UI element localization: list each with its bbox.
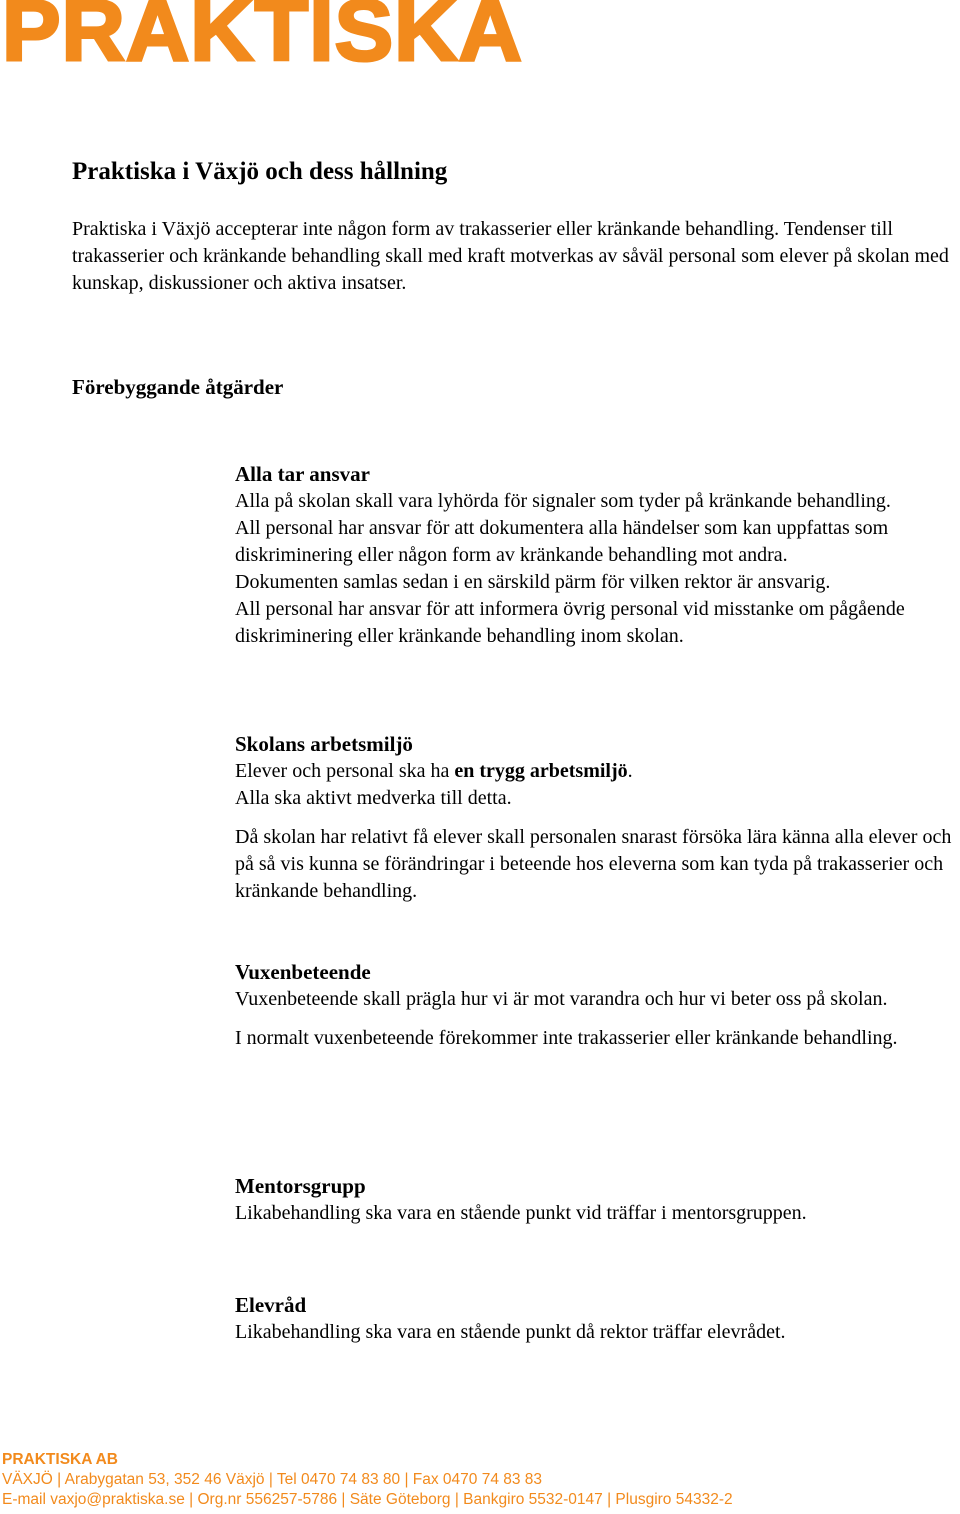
- heading-elevrad: Elevråd: [235, 1293, 307, 1317]
- intro-paragraph: Praktiska i Växjö accepterar inte någon form av trakasserier eller kränkande behandling. Tendenser till trakasserier och kränkande behandling skall med kraft motverkas av såväl personal som elever på skolan med kunskap, diskussioner och aktiva insatser.: [72, 218, 949, 294]
- footer-address-line: VÄXJÖ | Arabygatan 53, 352 46 Växjö | Tel 0470 74 83 80 | Fax 0470 74 83 83: [2, 1471, 543, 1488]
- block-elevrad: [235, 1292, 960, 1346]
- paragraph: Alla ska aktivt medverka till detta.: [235, 787, 512, 809]
- page-title: Praktiska i Växjö och dess hållning: [72, 158, 448, 185]
- praktiska-logo: PRAKTISKA: [2, 0, 523, 79]
- bold-text: en trygg arbetsmiljö: [454, 760, 628, 782]
- heading-skolans-arbetsmiljo: Skolans arbetsmiljö: [235, 732, 413, 756]
- footer-contact-line: E-mail vaxjo@praktiska.se | Org.nr 556257-5786 | Säte Göteborg | Bankgiro 5532-0147 | Plusgiro 54332-2: [2, 1491, 733, 1508]
- block-vuxenbeteende: [235, 959, 960, 1052]
- heading-alla-tar-ansvar: Alla tar ansvar: [235, 462, 370, 486]
- paragraph: Vuxenbeteende skall prägla hur vi är mot varandra och hur vi beter oss på skolan.: [235, 988, 888, 1010]
- text-run: Elever och personal ska ha: [235, 760, 455, 782]
- paragraph: I normalt vuxenbeteende förekommer inte trakasserier eller kränkande behandling.: [235, 1027, 898, 1049]
- paragraph: All personal har ansvar för att informera övrig personal vid misstanke om pågående diskriminering eller kränkande behandling inom skolan.: [235, 598, 905, 647]
- heading-mentorsgrupp: Mentorsgrupp: [235, 1174, 366, 1198]
- footer-company: PRAKTISKA AB: [2, 1451, 118, 1468]
- paragraph: [235, 758, 960, 785]
- block-alla-tar-ansvar: [235, 461, 960, 650]
- footer: [2, 1450, 733, 1510]
- text-run: .: [627, 760, 633, 782]
- block-skolans-arbetsmiljo: [235, 731, 960, 905]
- paragraph: Då skolan har relativt få elever skall personalen snarast försöka lära känna alla elever och på så vis kunna se förändringar i beteende hos eleverna som kan tyda på trakasserier och kränkande behandling.: [235, 826, 952, 902]
- heading-vuxenbeteende: Vuxenbeteende: [235, 960, 371, 984]
- paragraph: Dokumenten samlas sedan i en särskild pärm för vilken rektor är ansvarig.: [235, 571, 831, 593]
- block-mentorsgrupp: [235, 1173, 960, 1227]
- paragraph: Likabehandling ska vara en stående punkt vid träffar i mentorsgruppen.: [235, 1202, 807, 1224]
- paragraph: Likabehandling ska vara en stående punkt då rektor träffar elevrådet.: [235, 1321, 786, 1343]
- paragraph: Alla på skolan skall vara lyhörda för signaler som tyder på kränkande behandling.: [235, 490, 891, 512]
- paragraph: All personal har ansvar för att dokumentera alla händelser som kan uppfattas som diskriminering eller någon form av kränkande behandling mot andra.: [235, 517, 889, 566]
- section-heading-forebyggande: Förebyggande åtgärder: [72, 375, 284, 399]
